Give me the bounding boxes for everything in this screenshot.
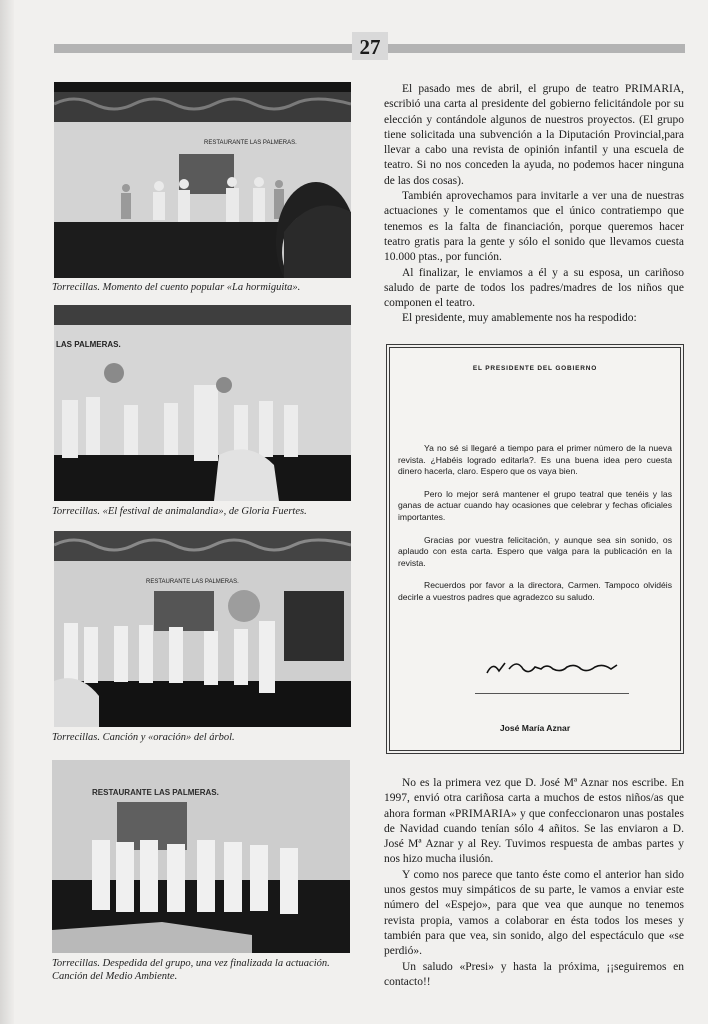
photo-despedida-grupo: [52, 760, 350, 953]
president-letter: [386, 344, 684, 754]
letter-paragraph: Gracias por vuestra felicitación, y aunque sea sin sonido, os aplaudo con esta carta. Espero que valga para la publicación en la revista.: [398, 534, 672, 568]
paragraph: También aprovechamos para invitarle a ver una de nuestras actuaciones y le comentamos que el único contratiempo que tenemos es la falta de financiación, porque queremos hacer teatro gratis para la gente y sólo el sonido que llevamos cuesta 10.000 ptas., por función.: [384, 190, 684, 264]
photo-banner: RESTAURANTE LAS PALMERAS.: [204, 140, 297, 146]
paragraph: El presidente, muy amablemente nos ha respodido:: [402, 312, 637, 325]
photo-caption: Torrecillas. Momento del cuento popular «La hormiguita».: [52, 282, 301, 293]
header-rule-left: [54, 44, 352, 53]
letter-paragraph: Pero lo mejor será mantener el grupo teatral que tenéis y las ganas de actuar cuando hay ocasiones que celebrar y fechas oficiales importantes.: [398, 488, 672, 522]
article-closing: [384, 776, 684, 990]
photo-la-hormiguita: [54, 82, 351, 278]
signer-name: José María Aznar: [499, 723, 571, 733]
header-rule-right: [388, 44, 685, 53]
letter-paragraph: Recuerdos por favor a la directora, Carmen. Tampoco olvidéis decirle a vuestros padres que agradezco su saludo.: [398, 580, 672, 602]
article-intro: [384, 82, 684, 327]
paragraph: Al finalizar, le enviamos a él y a su esposa, un cariñoso saludo de parte de todos los padres/madres de los niños que componen el teatro.: [384, 266, 684, 310]
paragraph: Y como nos parece que tanto éste como el anterior han sido unos gestos muy simpáticos de su parte, le vamos a enviar este número del «Espejo», para que vea que aunque no tenemos revista propia, vamos a colaborar en ésta todos los meses y también para que vea, sin sonido, algo del espectáculo que «se perdió».: [384, 868, 684, 958]
paragraph: No es la primera vez que D. José Mª Aznar nos escribe. En 1997, envió otra cariñosa carta a muchos de estos niños/as que ahora forman «PRIMARIA» y que confeccionaron unas postales de Navidad cuando tenían sólo 4 añitos. Se las enviaron a D. José Mª Aznar y al Rey. Tuvimos respuesta de ambas partes y nos hizo mucha ilusión.: [384, 777, 684, 866]
handwritten-signature: [483, 655, 623, 679]
photo-festival-animalandia: [54, 305, 351, 501]
photo-caption: Torrecillas. Despedida del grupo, una vez finalizada la actuación. Canción del Medio Ambiente.: [52, 958, 330, 982]
photo-banner: RESTAURANTE LAS PALMERAS.: [146, 579, 239, 585]
letter-body: [398, 443, 672, 615]
photo-banner: RESTAURANTE LAS PALMERAS.: [92, 788, 219, 797]
paragraph: Un saludo «Presi» y hasta la próxima, ¡¡seguiremos en contacto!!: [384, 960, 684, 988]
page-binding-edge: [0, 0, 14, 1024]
signature-line: [475, 693, 629, 694]
paragraph: El pasado mes de abril, el grupo de teatro PRIMARIA, escribió una carta al presidente del gobierno felicitándole por su elección y contándole algunos de nuestros proyectos. (El grupo tiene solicitada una subvención a la Diputación Provincial,para llevar a cabo una revista de opinión infantil y una escuela de teatro. Si no nos conceden la ayuda, no podemos hacer ninguna de las dos cosas).: [384, 83, 684, 187]
page-number: 27: [352, 32, 388, 60]
letterhead: EL PRESIDENTE DEL GOBIERNO: [472, 365, 598, 372]
photo-caption: Torrecillas. Canción y «oración» del árbol.: [52, 732, 235, 743]
photo-cancion-arbol: [54, 531, 351, 727]
letter-paragraph: Ya no sé si llegaré a tiempo para el primer número de la nueva revista. ¿Habéis logrado editarla?. Es una buena idea pero cuesta dinero hacerla, claro. Espero que os vaya bien.: [398, 443, 672, 477]
photo-banner: LAS PALMERAS.: [56, 340, 121, 349]
photo-caption: Torrecillas. «El festival de animalandia», de Gloria Fuertes.: [52, 506, 307, 517]
